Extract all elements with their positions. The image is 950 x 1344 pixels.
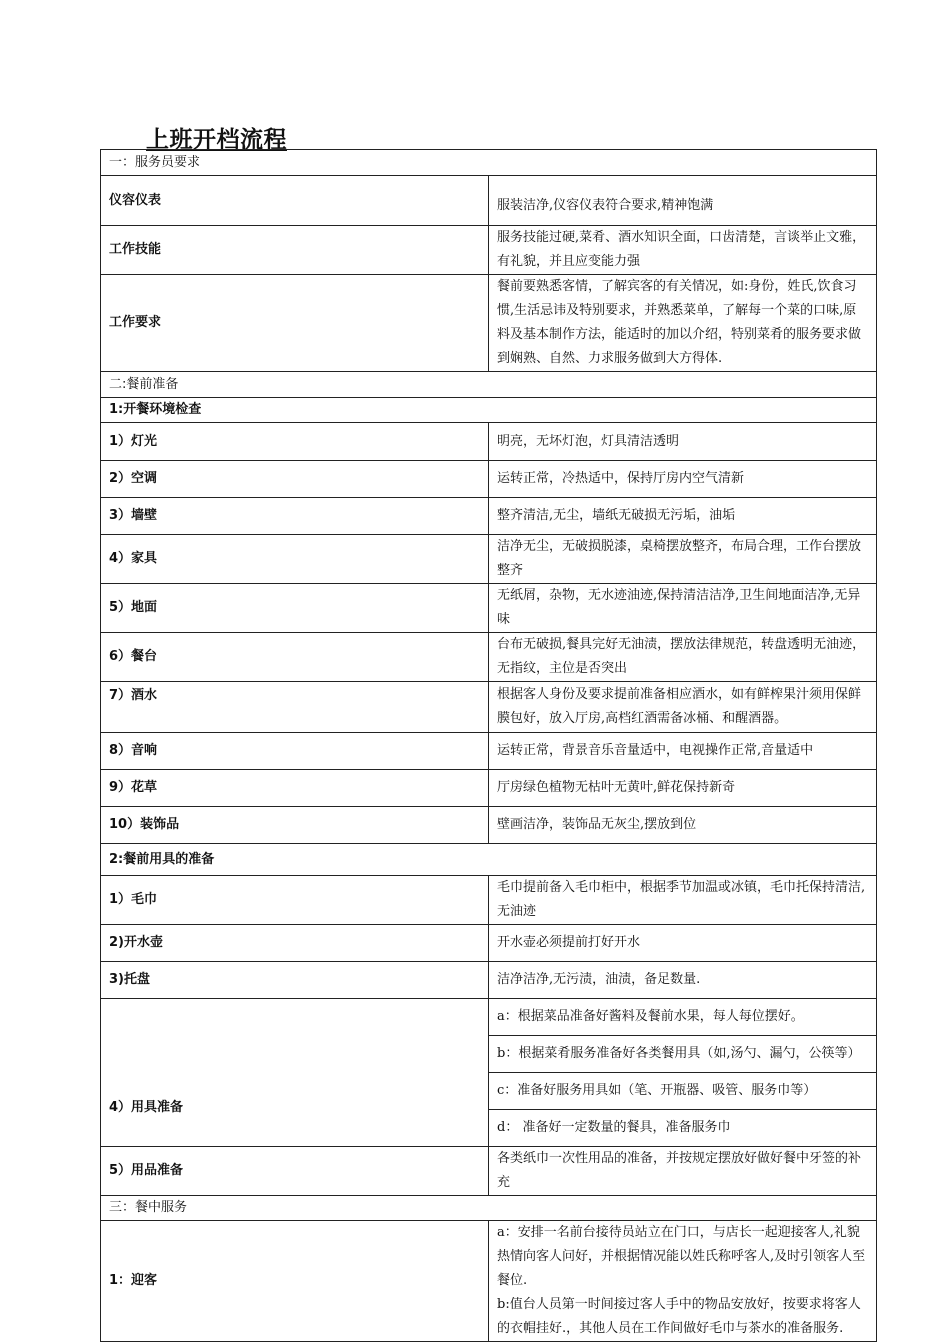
row-text: 无纸屑，杂物，无水迹油迹,保持清洁洁净,卫生间地面洁净,无异味 [489,584,877,633]
table-row [101,1147,877,1196]
subsection-header: 1:开餐环境检查 [101,398,877,423]
table-row [101,461,877,498]
row-label: 1）灯光 [101,423,489,461]
table-row [101,999,877,1036]
row-text: 服装洁净,仪容仪表符合要求,精神饱满 [489,176,877,226]
welcome-item-a: a：安排一名前台接待员站立在门口，与店长一起迎接客人,礼貌热情向客人问好，并根据情况能以姓氏称呼客人,及时引领客人至餐位. [497,1225,866,1288]
row-text: 服务技能过硬,菜肴、酒水知识全面，口齿清楚，言谈举止文雅，有礼貌，并且应变能力强 [489,226,877,275]
row-label: 7）酒水 [101,682,489,733]
table-row [101,584,877,633]
table-row [101,176,877,226]
table-row [101,498,877,535]
row-label: 3）墙壁 [101,498,489,535]
section-header-row [101,150,877,176]
welcome-item-b: b:值台人员第一时间接过客人手中的物品安放好，按要求将客人的衣帽挂好.，其他人员在工作间做好毛巾与茶水的准备服务. [497,1297,861,1336]
row-label: 5）地面 [101,584,489,633]
table-row [101,226,877,275]
row-label: 1：迎客 [101,1221,489,1342]
row-text: 台布无破损,餐具完好无油渍，摆放法律规范，转盘透明无油迹，无指纹，主位是否突出 [489,633,877,682]
table-row [101,962,877,999]
table-row [101,733,877,770]
row-text: 各类纸巾一次性用品的准备，并按规定摆放好做好餐中牙签的补充 [489,1147,877,1196]
table-row [101,770,877,807]
row-text: 毛巾提前备入毛巾柜中，根据季节加温或冰镇，毛巾托保持清洁,无油迹 [489,876,877,925]
row-text: 厅房绿色植物无枯叶无黄叶,鲜花保持新奇 [489,770,877,807]
procedure-table [100,149,877,1342]
row-text: 开水壶必须提前打好开水 [489,925,877,962]
row-text: 运转正常，背景音乐音量适中，电视操作正常,音量适中 [489,733,877,770]
row-label: 2)开水壶 [101,925,489,962]
subsection-row [101,398,877,423]
row-label: 4）家具 [101,535,489,584]
row-text: b：根据菜肴服务准备好各类餐用具（如,汤勺、漏勺，公筷等） [489,1036,877,1073]
section-header: 二:餐前准备 [101,372,877,398]
table-row [101,925,877,962]
table-row [101,807,877,844]
row-label: 工作要求 [101,275,489,372]
table-row [101,423,877,461]
document-title: 上班开档流程 [146,126,287,153]
row-label: 5）用品准备 [101,1147,489,1196]
row-text: 整齐清洁,无尘，墙纸无破损无污垢，油垢 [489,498,877,535]
row-text: 运转正常，冷热适中，保持厅房内空气清新 [489,461,877,498]
row-label: 3)托盘 [101,962,489,999]
row-label: 4）用具准备 [101,999,489,1147]
row-label: 1）毛巾 [101,876,489,925]
row-text: 洁净洁净,无污渍，油渍，备足数量. [489,962,877,999]
row-text: c：准备好服务用具如（笔、开瓶器、吸管、服务巾等） [489,1073,877,1110]
table-row [101,682,877,733]
row-label: 6）餐台 [101,633,489,682]
section-header: 三：餐中服务 [101,1196,877,1221]
subsection-row [101,844,877,876]
row-label: 工作技能 [101,226,489,275]
row-text: 洁净无尘，无破损脱漆，桌椅摆放整齐，布局合理，工作台摆放整齐 [489,535,877,584]
section-header-row [101,372,877,398]
row-label: 2）空调 [101,461,489,498]
row-label: 仪容仪表 [101,176,489,226]
subsection-header: 2:餐前用具的准备 [101,844,877,876]
table-row [101,633,877,682]
table-row [101,876,877,925]
row-text-cell [489,1221,877,1342]
table-row [101,1221,877,1342]
row-text: 壁画洁净，装饰品无灰尘,摆放到位 [489,807,877,844]
row-text: 明亮，无坏灯泡，灯具清洁透明 [489,423,877,461]
table-row [101,535,877,584]
row-text: 根据客人身份及要求提前准备相应酒水，如有鲜榨果汁须用保鲜膜包好，放入厅房,高档红酒需备冰桶、和醒酒器。 [489,682,877,733]
section-header-row [101,1196,877,1221]
row-label: 9）花草 [101,770,489,807]
row-text: a：根据菜品准备好酱料及餐前水果，每人每位摆好。 [489,999,877,1036]
row-text: d： 准备好一定数量的餐具，准备服务巾 [489,1110,877,1147]
section-header: 一：服务员要求 [101,150,877,176]
table-row [101,275,877,372]
row-label: 8）音响 [101,733,489,770]
row-label: 10）装饰品 [101,807,489,844]
row-text: 餐前要熟悉客情，了解宾客的有关情况，如:身份，姓氏,饮食习惯,生活忌讳及特别要求，并熟悉菜单，了解每一个菜的口味,原料及基本制作方法，能适时的加以介绍，特别菜肴的服务要求做到娴熟、自然、力求服务做到大方得体. [489,275,877,372]
